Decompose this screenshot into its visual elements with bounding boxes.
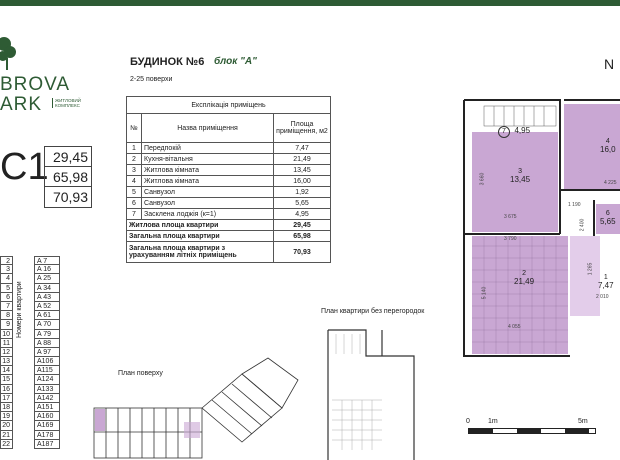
row-name: Житлова кімната	[142, 165, 274, 176]
apartment-number: A160	[34, 412, 60, 421]
apartment-number: A 61	[34, 311, 60, 320]
dim-label: 1 190	[568, 202, 581, 208]
row-num: 7	[127, 209, 142, 220]
apartment-number: A187	[34, 440, 60, 449]
compass-label: N	[604, 56, 615, 72]
room-area: 16,0	[600, 145, 616, 154]
total-area-summer: 70,93	[52, 189, 88, 205]
apartment-number: A 7	[34, 256, 60, 265]
scale-one: 1m	[488, 418, 498, 425]
explication-table	[126, 96, 331, 263]
table-header-name: Назва приміщення	[142, 114, 274, 143]
floor-number: 10	[0, 330, 13, 339]
total-row	[127, 231, 331, 242]
row-name: Санвузол	[142, 198, 274, 209]
top-bar	[0, 0, 620, 6]
room-number: 6	[605, 210, 610, 217]
apartment-number: A 88	[34, 339, 60, 348]
table-row	[127, 209, 331, 220]
room-number: 4	[605, 138, 610, 145]
dim-label: 5 140	[481, 286, 488, 300]
apartment-number: A 70	[34, 320, 60, 329]
table-row	[127, 143, 331, 154]
plan-no-partitions-drawing	[322, 320, 418, 460]
apartment-number: A 43	[34, 293, 60, 302]
area-summary-box	[44, 146, 92, 208]
floor-number: 16	[0, 385, 13, 394]
row-num: 2	[127, 154, 142, 165]
no-partitions-label: План квартири без перегородок	[321, 308, 425, 315]
apartment-number: A124	[34, 375, 60, 384]
row-name: Санвузол	[142, 187, 274, 198]
apartment-number: A106	[34, 357, 60, 366]
apartment-number: A178	[34, 431, 60, 440]
room-number: 3	[518, 168, 522, 175]
dim-label: 3 790	[504, 236, 517, 242]
total-label: Загальна площа квартири з урахуванням літніх приміщень	[127, 242, 274, 263]
scale-five: 5m	[578, 418, 588, 425]
total-label: Загальна площа квартири	[127, 231, 274, 242]
dim-label: 3 660	[479, 172, 486, 186]
dim-label: 4 055	[508, 324, 521, 330]
floors-label: 2-25 поверхи	[130, 76, 173, 83]
row-area: 5,65	[274, 198, 331, 209]
room-area: 21,49	[514, 277, 535, 286]
room-2-label	[514, 270, 534, 286]
floor-column	[0, 256, 13, 449]
apartment-plan-drawing	[460, 96, 620, 360]
table-header-area: Площа приміщення, м2	[274, 114, 331, 143]
row-name: Житлова кімната	[142, 176, 274, 187]
apartment-list-header: Номери квартири	[16, 281, 23, 339]
apartment-number: A 16	[34, 265, 60, 274]
room-area: 4,95	[514, 126, 531, 135]
row-num: 4	[127, 176, 142, 187]
total-label: Житлова площа квартири	[127, 220, 274, 231]
scale-zero: 0	[466, 418, 470, 425]
row-area: 1,92	[274, 187, 331, 198]
floor-number: 14	[0, 366, 13, 375]
room-number: 2	[522, 270, 526, 277]
row-num: 3	[127, 165, 142, 176]
total-area: 65,98	[45, 167, 91, 187]
floor-number: 2	[0, 256, 13, 265]
row-area: 4,95	[274, 209, 331, 220]
floor-number: 4	[0, 274, 13, 283]
logo-text-2: ARK	[0, 94, 43, 115]
building-title: БУДИНОК №6	[130, 56, 205, 68]
apartment-code: С1	[0, 146, 49, 188]
floor-number: 15	[0, 375, 13, 384]
dim-label: 2 400	[579, 218, 586, 232]
table-row	[127, 176, 331, 187]
floor-number: 21	[0, 431, 13, 440]
living-area: 29,45	[45, 147, 91, 167]
total-value: 65,98	[274, 231, 331, 242]
floor-plan-label: План поверху	[118, 370, 163, 377]
apt-column	[34, 256, 60, 449]
apartment-number: A 34	[34, 284, 60, 293]
row-area: 13,45	[274, 165, 331, 176]
apartment-list	[0, 256, 60, 460]
scale-bar	[468, 428, 596, 434]
table-row	[127, 165, 331, 176]
apartment-number: A142	[34, 394, 60, 403]
apartment-number: A133	[34, 385, 60, 394]
room-3-label	[510, 168, 530, 184]
apartment-number: A151	[34, 403, 60, 412]
room-1-fill	[570, 236, 600, 316]
floor-number: 9	[0, 320, 13, 329]
dim-label: 1 265	[587, 262, 594, 276]
row-num: 1	[127, 143, 142, 154]
apartment-number: A 79	[34, 330, 60, 339]
row-name: Кухня-вітальня	[142, 154, 274, 165]
floor-number: 18	[0, 403, 13, 412]
apartment-number: A169	[34, 421, 60, 430]
row-area: 16,00	[274, 176, 331, 187]
floor-number: 12	[0, 348, 13, 357]
table-header-num: №	[127, 114, 142, 143]
row-name: Засклена лоджія (к=1)	[142, 209, 274, 220]
row-area: 7,47	[274, 143, 331, 154]
room-number: 1	[603, 274, 608, 281]
table-row	[127, 187, 331, 198]
apartment-number: A115	[34, 366, 60, 375]
dim-label: 2 010	[596, 294, 609, 300]
room-6-label	[600, 210, 616, 226]
floor-number: 11	[0, 339, 13, 348]
room-area: 5,65	[600, 217, 616, 226]
room-7-label	[498, 120, 530, 138]
dim-label: 4 225	[604, 180, 617, 186]
room-4-label	[600, 138, 616, 154]
row-name: Передпокій	[142, 143, 274, 154]
total-value: 70,93	[274, 242, 331, 263]
apartment-number: A 25	[34, 274, 60, 283]
room-1-label	[598, 274, 614, 290]
floor-number: 8	[0, 311, 13, 320]
floor-number: 3	[0, 265, 13, 274]
floor-number: 17	[0, 394, 13, 403]
dim-label: 3 675	[504, 214, 517, 220]
room-area: 7,47	[598, 281, 614, 290]
floor-number: 6	[0, 293, 13, 302]
room-number: 7	[498, 126, 510, 138]
floor-number: 5	[0, 284, 13, 293]
total-row	[127, 220, 331, 231]
row-num: 5	[127, 187, 142, 198]
floor-plan-drawing	[92, 356, 302, 460]
block-label: блок "А"	[214, 56, 257, 67]
floor-number: 13	[0, 357, 13, 366]
row-num: 6	[127, 198, 142, 209]
table-title: Експлікація приміщень	[127, 97, 331, 114]
logo-tree-icon	[0, 34, 18, 70]
floor-number: 20	[0, 421, 13, 430]
floor-number: 22	[0, 440, 13, 449]
table-row	[127, 198, 331, 209]
total-value: 29,45	[274, 220, 331, 231]
total-row	[127, 242, 331, 263]
floor-number: 7	[0, 302, 13, 311]
apartment-number: A 52	[34, 302, 60, 311]
row-area: 21,49	[274, 154, 331, 165]
table-row	[127, 154, 331, 165]
logo-subtitle: ЖИТЛОВИЙ КОМПЛЕКС	[52, 98, 85, 108]
apartment-number: A 97	[34, 348, 60, 357]
logo-text-1: BROVA	[0, 74, 71, 95]
floor-number: 19	[0, 412, 13, 421]
room-area: 13,45	[510, 175, 531, 184]
